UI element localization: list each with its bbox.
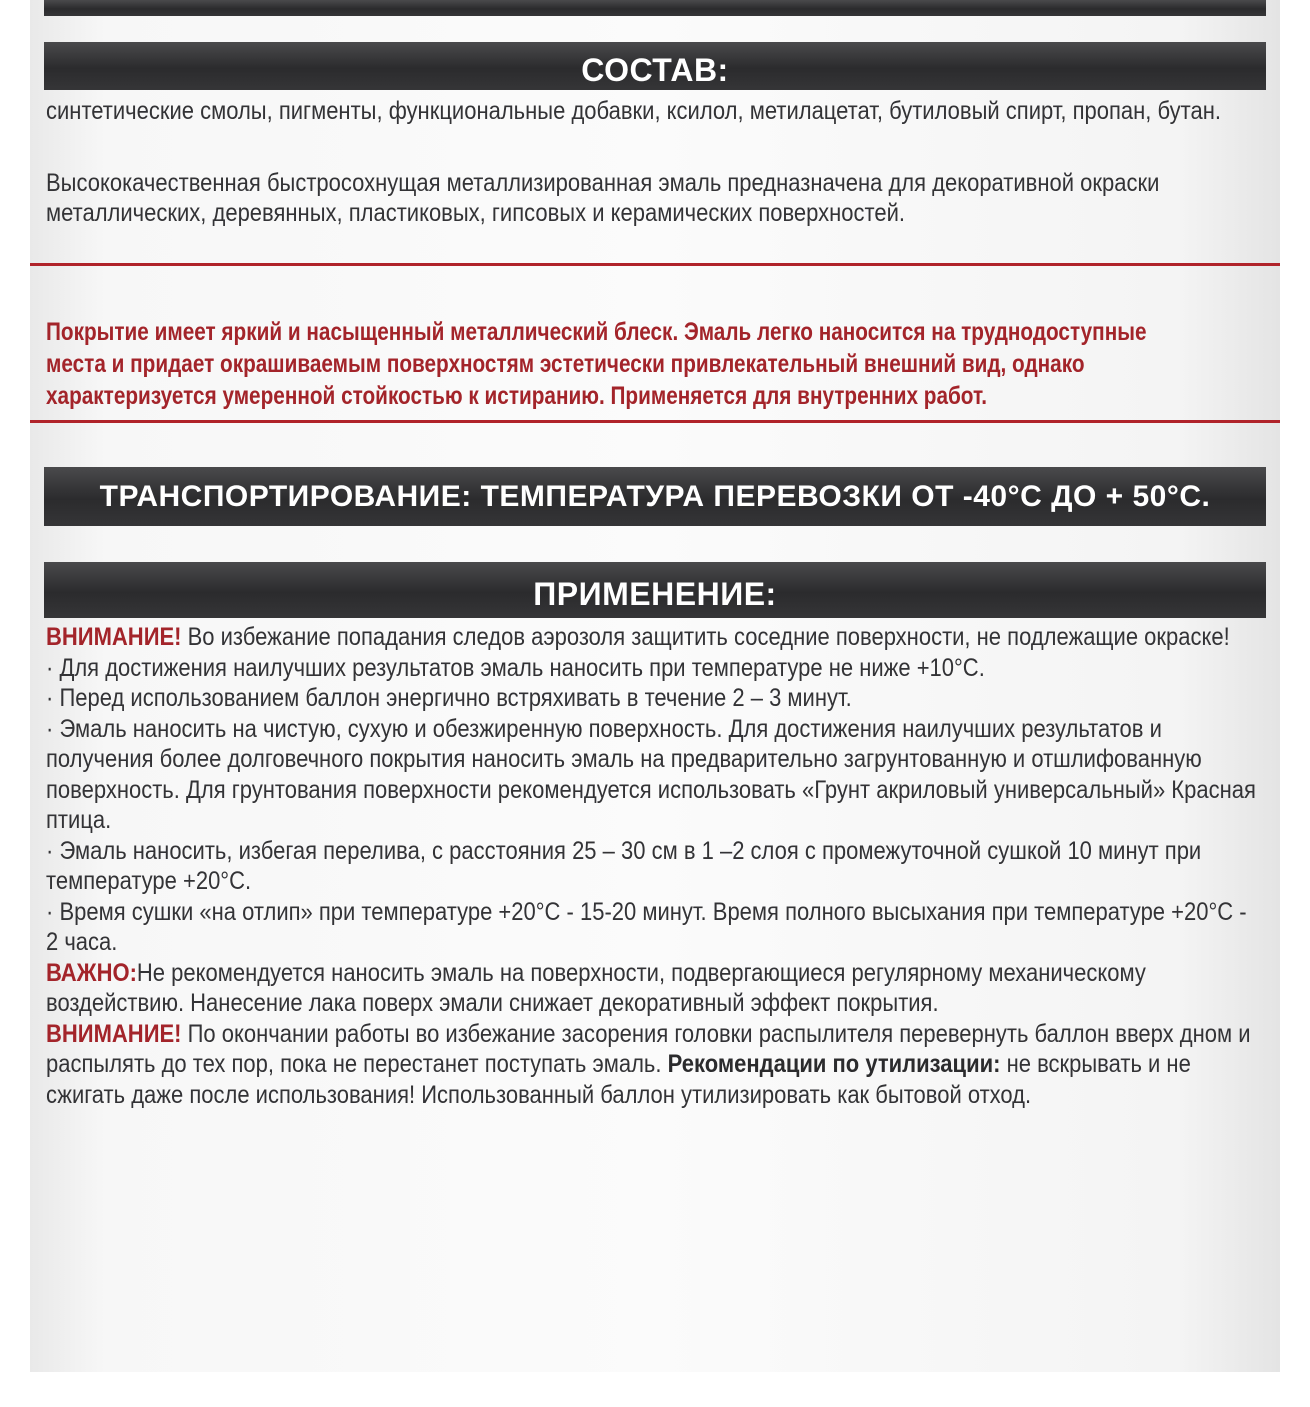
transport-title: ТРАНСПОРТИРОВАНИЕ: ТЕМПЕРАТУРА ПЕРЕВОЗКИ ОТ -40°С ДО + 50°С. xyxy=(99,479,1211,513)
important-paragraph xyxy=(46,958,1260,1019)
composition-header xyxy=(44,42,1266,90)
product-label xyxy=(30,0,1280,1372)
important-text: Не рекомендуется наносить эмаль на поверхности, подвергающиеся регулярному механическому воздействию. Нанесение лака поверх эмали снижает декоративный эффект покрытия. xyxy=(46,958,1146,1017)
warning-text: Во избежание попадания следов аэрозоля защитить соседние поверхности, не подлежащие окраске! xyxy=(181,623,1230,651)
warning-paragraph xyxy=(46,622,1260,653)
bullet-item: · Время сушки «на отлип» при температуре +20°С - 15-20 минут. Время полного высыхания при температуре +20°С - 2 часа. xyxy=(46,897,1260,958)
warning2-label: ВНИМАНИЕ! xyxy=(46,1019,182,1048)
composition-text: синтетические смолы, пигменты, функциональные добавки, ксилол, метилацетат, бутиловый спирт, пропан, бутан. xyxy=(46,97,1221,125)
description-text: Высококачественная быстросохнущая металлизированная эмаль предназначена для декоративной окраски металлических, деревянных, пластиковых, гипсовых и керамических поверхностей. xyxy=(46,169,1160,227)
application-header xyxy=(44,562,1266,618)
application-body xyxy=(46,622,1260,1110)
transport-header xyxy=(44,467,1266,526)
important-label: ВАЖНО: xyxy=(46,958,137,987)
disposal-text: не вскрывать и не сжигать даже после использования! Использованный баллон утилизировать как бытовой отход. xyxy=(46,1050,1191,1109)
highlight-text: Покрытие имеет яркий и насыщенный металлический блеск. Эмаль легко наносится на труднодоступные места и придает окрашиваемым поверхностям эстетически привлекательный внешний вид, однако характеризуется умеренной стойкостью к истиранию. Применяется для внутренних работ. xyxy=(46,318,1147,410)
composition-text-block xyxy=(46,96,1260,126)
application-title: ПРИМЕНЕНИЕ: xyxy=(533,575,777,612)
bullet-item: · Эмаль наносить на чистую, сухую и обезжиренную поверхность. Для достижения наилучших результатов и получения более долговечного покрытия наносить эмаль на предварительно загрунтованную и отшлифованную поверхность. Для грунтования поверхности рекомендуется использовать «Грунт акриловый универсальный» Красная птица. xyxy=(46,714,1260,836)
warning2-text: По окончании работы во избежание засорения головки распылителя перевернуть баллон вверх дном и распылять до тех пор, пока не перестанет поступать эмаль. xyxy=(46,1019,1251,1078)
bullet-item: · Эмаль наносить, избегая перелива, с расстояния 25 – 30 см в 1 –2 слоя с промежуточной сушкой 10 минут при температуре +20°С. xyxy=(46,836,1260,897)
bullet-item: · Перед использованием баллон энергично встряхивать в течение 2 – 3 минут. xyxy=(46,683,1260,714)
composition-title: СОСТАВ: xyxy=(581,51,729,88)
top-dark-band xyxy=(44,0,1266,16)
warning2-paragraph xyxy=(46,1019,1260,1111)
bullet-item: · Для достижения наилучших результатов эмаль наносить при температуре не ниже +10°С. xyxy=(46,653,1260,684)
description-text-block xyxy=(46,168,1260,228)
red-rule-top xyxy=(30,263,1280,266)
warning-label: ВНИМАНИЕ! xyxy=(46,623,182,651)
disposal-label: Рекомендации по утилизации: xyxy=(667,1050,1001,1078)
red-rule-bottom xyxy=(30,420,1280,423)
